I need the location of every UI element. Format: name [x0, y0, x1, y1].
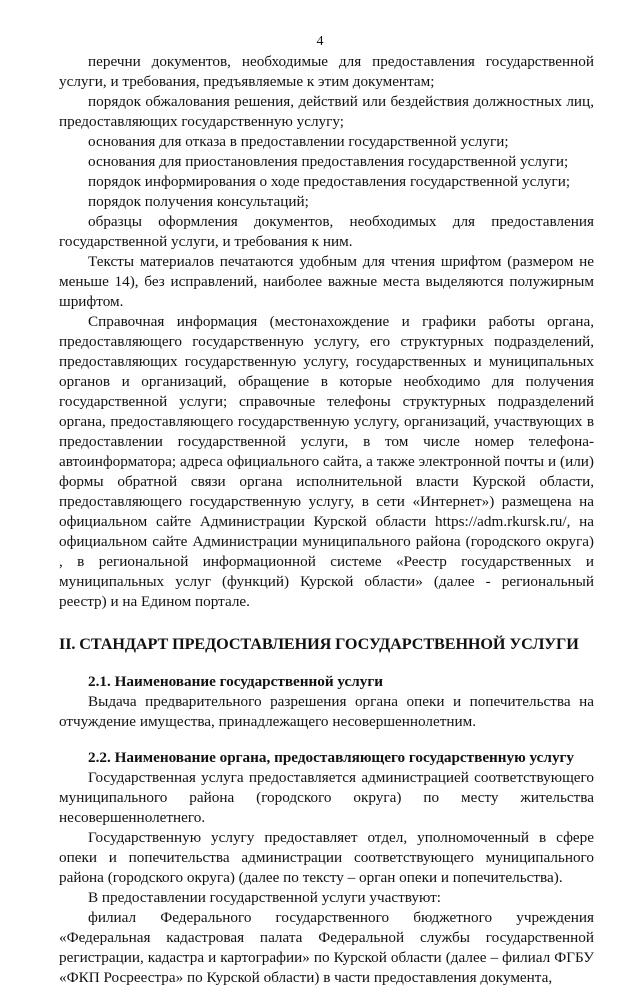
page-number: 4 [316, 34, 324, 49]
paragraph: филиал Федерального государственного бюджетного учреждения «Федеральная кадастровая палата Федеральной службы государственной регистрации, кадастра и картографии» по Курской области (далее – филиал ФГБУ «ФКП Росреестра» по Курской области) в части предоставления документа, [59, 909, 594, 986]
paragraph: Тексты материалов печатаются удобным для чтения шрифтом (размером не меньше 14), без исправлений, наиболее важные места выделяются полужирным шрифтом. [59, 253, 594, 310]
paragraph: Выдача предварительного разрешения органа опеки и попечительства на отчуждение имущества, принадлежащего несовершеннолетним. [59, 693, 594, 730]
paragraph: Государственную услугу предоставляет отдел, уполномоченный в сфере опеки и попечительства администрации соответствующего муниципального района (городского округа) (далее по тексту – орган опеки и попечительства). [59, 829, 594, 886]
paragraph: порядок обжалования решения, действий или бездействия должностных лиц, предоставляющих государственную услугу; [59, 93, 594, 130]
spacer [59, 732, 594, 748]
paragraph: образцы оформления документов, необходимых для предоставления государственной услуги, и требования к ним. [59, 213, 594, 250]
document-body [59, 52, 594, 988]
paragraph: перечни документов, необходимые для предоставления государственной услуги, и требования, предъявляемые к этим документам; [59, 53, 594, 90]
paragraph: В предоставлении государственной услуги участвуют: [88, 889, 441, 906]
paragraph: основания для отказа в предоставлении государственной услуги; [88, 133, 509, 150]
section-title: II. СТАНДАРТ ПРЕДОСТАВЛЕНИЯ ГОСУДАРСТВЕННОЙ УСЛУГИ [59, 635, 579, 653]
subsection-heading-2-2: 2.2. Наименование органа, предоставляющего государственную услугу [88, 749, 575, 766]
paragraph: основания для приостановления предоставления государственной услуги; [88, 153, 569, 170]
paragraph: Государственная услуга предоставляется администрацией соответствующего муниципального района (городского округа) по месту жительства несовершеннолетнего. [59, 769, 594, 826]
paragraph: порядок информирования о ходе предоставления государственной услуги; [88, 173, 571, 190]
paragraph: порядок получения консультаций; [88, 193, 309, 210]
paragraph: Справочная информация (местонахождение и графики работы органа, предоставляющего государственную услугу, его структурных подразделений, предоставляющих государственную услугу, государственных и муниципальных органов и организаций, обращение в которые необходимо для получения государственной услуги; справочные телефоны структурных подразделений органа, предоставляющего государственную услугу, организаций, участвующих в предоставлении государственной услуги, в том числе номер телефона-автоинформатора; адреса официального сайта, а также электронной почты и (или) формы обратной связи органа исполнительной власти Курской области, предоставляющего государственную услугу, в сети «Интернет») размещена на официальном сайте Администрации Курской области https://adm.rkursk.ru/, на официальном сайте Администрации муниципального района (городского округа) , в региональной информационной системе «Реестр государственных и муниципальных услуг (функций) Курской области» (далее - региональный реестр) и на Едином портале. [59, 313, 594, 610]
subsection-heading-2-1: 2.1. Наименование государственной услуги [88, 673, 384, 690]
